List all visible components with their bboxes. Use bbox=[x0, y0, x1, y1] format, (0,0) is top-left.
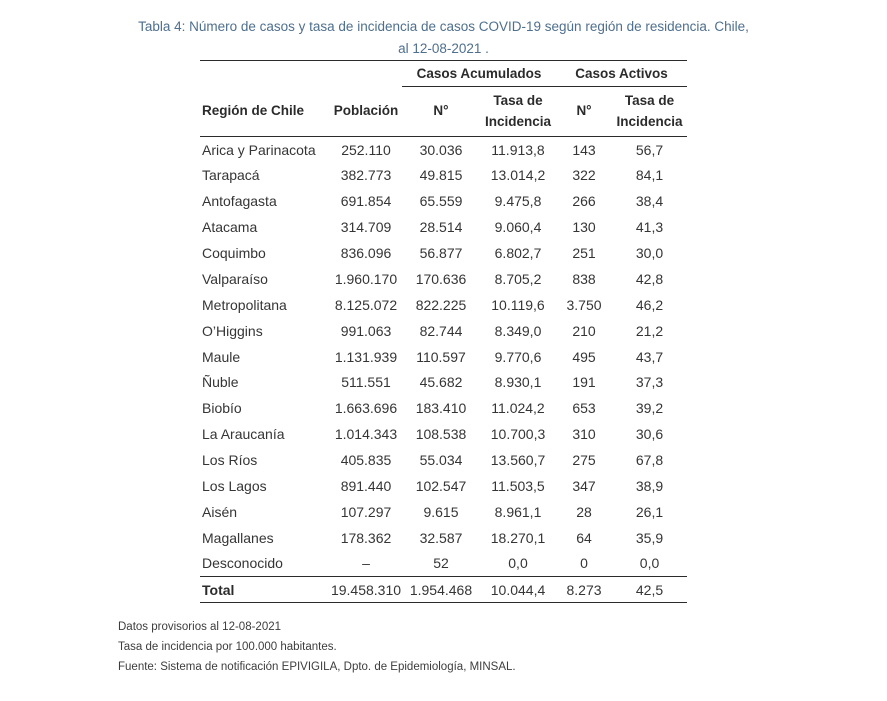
cell-acumulados-tasa: 8.349,0 bbox=[494, 322, 542, 339]
cell-acumulados-n: 28.514 bbox=[419, 219, 463, 236]
cell-poblacion: 1.663.696 bbox=[334, 400, 398, 417]
col-header-activos-tasa: Tasa de Incidencia bbox=[612, 87, 687, 137]
cell-activos-n: 143 bbox=[572, 141, 596, 158]
cell-acumulados-tasa: 11.913,8 bbox=[491, 141, 545, 158]
table-row bbox=[200, 137, 687, 163]
cell-region: Maule bbox=[202, 348, 241, 365]
cell-region: Valparaíso bbox=[202, 270, 268, 287]
cell-acumulados-n: 170.636 bbox=[415, 270, 467, 287]
cell-acumulados-tasa: 10.044,4 bbox=[490, 581, 546, 598]
cell-activos-n: 191 bbox=[572, 374, 596, 391]
cell-poblacion: 1.014.343 bbox=[334, 426, 398, 443]
cell-poblacion: 1.131.939 bbox=[334, 348, 398, 365]
cell-activos-n: 653 bbox=[572, 400, 596, 417]
cell-region: Antofagasta bbox=[202, 193, 277, 210]
table-row bbox=[200, 188, 687, 214]
col-header-region: Región de Chile bbox=[200, 87, 330, 137]
cell-activos-n: 8.273 bbox=[566, 581, 602, 598]
cell-region: Ñuble bbox=[202, 374, 239, 391]
cell-poblacion: 511.551 bbox=[341, 374, 391, 391]
table-row bbox=[200, 292, 687, 318]
cell-activos-n: 310 bbox=[572, 426, 596, 443]
table-caption-line2: al 12-08-2021 . bbox=[398, 41, 489, 56]
cell-acumulados-n: 49.815 bbox=[419, 167, 463, 184]
cell-poblacion: 252.110 bbox=[341, 141, 391, 158]
footnote-tasa: Tasa de incidencia por 100.000 habitantes. bbox=[118, 641, 337, 654]
cell-activos-n: 64 bbox=[576, 529, 592, 546]
cell-activos-tasa: 56,7 bbox=[635, 141, 664, 158]
cell-activos-n: 322 bbox=[572, 167, 596, 184]
cell-acumulados-n: 108.538 bbox=[415, 426, 467, 443]
table-row bbox=[200, 162, 687, 188]
table-row bbox=[200, 240, 687, 266]
cell-region: Atacama bbox=[202, 219, 258, 236]
cell-acumulados-tasa: 11.024,2 bbox=[491, 400, 545, 417]
table-row bbox=[200, 447, 687, 473]
cell-activos-n: 838 bbox=[572, 270, 596, 287]
cell-acumulados-tasa: 10.119,6 bbox=[491, 296, 545, 313]
table-row bbox=[200, 499, 687, 525]
footnote-provisional: Datos provisorios al 12-08-2021 bbox=[118, 621, 282, 634]
cell-poblacion: 891.440 bbox=[340, 478, 392, 495]
col-header-acumulados-tasa: Tasa de Incidencia bbox=[480, 87, 556, 137]
table-row bbox=[200, 370, 687, 396]
cell-acumulados-n: 52 bbox=[433, 555, 449, 572]
cell-poblacion: 991.063 bbox=[340, 322, 392, 339]
table-row bbox=[200, 266, 687, 292]
cell-activos-n: 495 bbox=[572, 348, 596, 365]
cell-region: La Araucanía bbox=[202, 426, 285, 443]
cell-acumulados-n: 102.547 bbox=[415, 478, 467, 495]
cell-poblacion: 314.709 bbox=[340, 219, 392, 236]
cell-activos-n: 0 bbox=[580, 555, 588, 572]
cell-activos-n: 210 bbox=[572, 322, 596, 339]
group-header-casos-acumulados: Casos Acumulados bbox=[402, 61, 556, 87]
cell-region: Aisén bbox=[202, 503, 238, 520]
cell-activos-tasa: 37,3 bbox=[635, 374, 664, 391]
cell-acumulados-n: 822.225 bbox=[415, 296, 467, 313]
cell-poblacion: – bbox=[362, 555, 370, 572]
cell-activos-n: 3.750 bbox=[566, 296, 602, 313]
cell-acumulados-n: 55.034 bbox=[419, 452, 463, 469]
cell-activos-tasa: 30,6 bbox=[635, 426, 664, 443]
table-caption-line1: Tabla 4: Número de casos y tasa de incidencia de casos COVID-19 según región de residencia. Chile, bbox=[138, 19, 749, 34]
table-row bbox=[200, 214, 687, 240]
cell-acumulados-n: 110.597 bbox=[416, 348, 466, 365]
cell-acumulados-tasa: 13.014,2 bbox=[490, 167, 546, 184]
table-container bbox=[200, 60, 687, 603]
cell-activos-tasa: 41,3 bbox=[635, 219, 664, 236]
cell-acumulados-tasa: 6.802,7 bbox=[494, 245, 542, 261]
cell-poblacion: 107.297 bbox=[340, 503, 392, 520]
cell-acumulados-n: 56.877 bbox=[419, 245, 463, 261]
cell-acumulados-tasa: 11.503,5 bbox=[491, 478, 545, 495]
cell-region: O’Higgins bbox=[202, 322, 263, 339]
cell-region: Magallanes bbox=[202, 529, 274, 546]
covid-region-table bbox=[200, 60, 687, 603]
cell-acumulados-tasa: 8.930,1 bbox=[494, 374, 542, 391]
cell-acumulados-n: 82.744 bbox=[419, 322, 463, 339]
cell-poblacion: 8.125.072 bbox=[334, 296, 398, 313]
cell-region: Arica y Parinacota bbox=[202, 141, 316, 158]
cell-poblacion: 405.835 bbox=[340, 452, 392, 469]
cell-acumulados-tasa: 0,0 bbox=[508, 555, 528, 572]
cell-region: Coquimbo bbox=[202, 245, 266, 261]
cell-activos-tasa: 21,2 bbox=[635, 322, 664, 339]
table-row bbox=[200, 421, 687, 447]
cell-acumulados-tasa: 9.770,6 bbox=[494, 348, 542, 365]
cell-activos-tasa: 35,9 bbox=[635, 529, 664, 546]
cell-activos-tasa: 42,8 bbox=[635, 270, 664, 287]
cell-activos-tasa: 43,7 bbox=[635, 348, 664, 365]
table-body bbox=[200, 137, 687, 603]
table-row bbox=[200, 395, 687, 421]
cell-activos-n: 28 bbox=[576, 503, 592, 520]
cell-acumulados-tasa: 9.475,8 bbox=[494, 193, 542, 210]
cell-activos-tasa: 38,4 bbox=[635, 193, 664, 210]
col-header-acumulados-n: N° bbox=[402, 87, 480, 137]
cell-region: Tarapacá bbox=[202, 167, 260, 184]
footnotes bbox=[118, 617, 887, 677]
cell-activos-n: 130 bbox=[572, 219, 596, 236]
cell-acumulados-tasa: 9.060,4 bbox=[494, 219, 542, 236]
column-header-row bbox=[200, 87, 687, 137]
col-header-poblacion: Población bbox=[330, 87, 402, 137]
cell-activos-tasa: 38,9 bbox=[635, 478, 664, 495]
cell-activos-n: 266 bbox=[572, 193, 596, 210]
cell-region: Biobío bbox=[202, 400, 242, 417]
cell-activos-tasa: 67,8 bbox=[635, 452, 664, 469]
cell-acumulados-tasa: 8.705,2 bbox=[494, 270, 542, 287]
cell-activos-tasa: 39,2 bbox=[635, 400, 664, 417]
cell-region: Los Ríos bbox=[202, 452, 258, 469]
cell-activos-tasa: 42,5 bbox=[635, 581, 664, 598]
cell-region: Los Lagos bbox=[202, 478, 267, 495]
cell-activos-n: 275 bbox=[572, 452, 596, 469]
footnote-fuente: Fuente: Sistema de notificación EPIVIGILA, Dpto. de Epidemiología, MINSAL. bbox=[118, 661, 516, 674]
cell-activos-tasa: 84,1 bbox=[635, 167, 664, 184]
cell-activos-tasa: 0,0 bbox=[639, 555, 660, 572]
table-row bbox=[200, 551, 687, 577]
cell-poblacion: 178.362 bbox=[340, 529, 392, 546]
cell-acumulados-n: 1.954.468 bbox=[409, 581, 473, 598]
cell-poblacion: 836.096 bbox=[340, 245, 392, 261]
cell-activos-n: 251 bbox=[572, 245, 596, 261]
cell-acumulados-tasa: 13.560,7 bbox=[490, 452, 546, 469]
cell-acumulados-n: 30.036 bbox=[419, 141, 463, 158]
cell-acumulados-tasa: 10.700,3 bbox=[490, 426, 546, 443]
cell-acumulados-n: 45.682 bbox=[419, 374, 463, 391]
table-caption bbox=[0, 16, 887, 60]
cell-activos-n: 347 bbox=[572, 478, 596, 495]
cell-poblacion: 691.854 bbox=[340, 193, 392, 210]
cell-poblacion: 1.960.170 bbox=[334, 270, 398, 287]
cell-activos-tasa: 46,2 bbox=[635, 296, 664, 313]
cell-poblacion: 19.458.310 bbox=[330, 581, 402, 598]
cell-activos-tasa: 30,0 bbox=[635, 245, 664, 261]
cell-acumulados-n: 32.587 bbox=[419, 529, 463, 546]
cell-region: Desconocido bbox=[202, 555, 283, 572]
cell-region: Metropolitana bbox=[202, 296, 287, 313]
cell-acumulados-n: 9.615 bbox=[423, 503, 459, 520]
group-header-casos-activos: Casos Activos bbox=[556, 61, 687, 87]
group-header-row bbox=[200, 61, 687, 87]
cell-activos-tasa: 26,1 bbox=[635, 503, 664, 520]
table-row bbox=[200, 318, 687, 344]
table-row bbox=[200, 525, 687, 551]
cell-poblacion: 382.773 bbox=[340, 167, 392, 184]
cell-region: Total bbox=[202, 581, 235, 598]
cell-acumulados-tasa: 8.961,1 bbox=[494, 503, 542, 520]
cell-acumulados-n: 183.410 bbox=[415, 400, 467, 417]
cell-acumulados-n: 65.559 bbox=[419, 193, 463, 210]
cell-acumulados-tasa: 18.270,1 bbox=[490, 529, 546, 546]
table-row bbox=[200, 344, 687, 370]
table-row bbox=[200, 577, 687, 603]
col-header-activos-n: N° bbox=[556, 87, 612, 137]
table-row bbox=[200, 473, 687, 499]
group-header-spacer bbox=[200, 61, 402, 87]
